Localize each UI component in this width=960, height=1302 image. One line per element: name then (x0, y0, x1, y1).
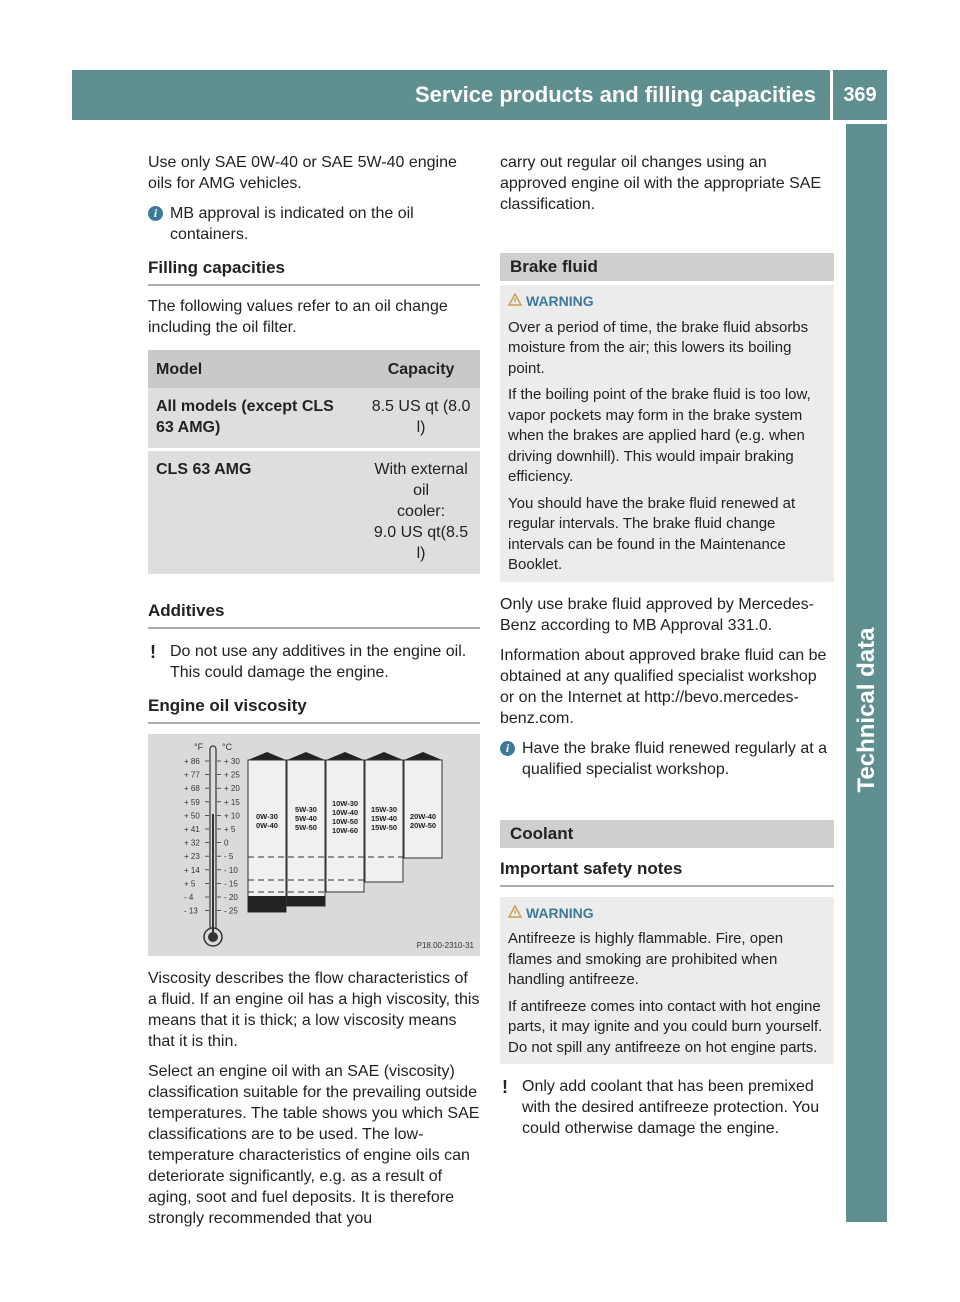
grade-label: 5W-40 (295, 814, 317, 823)
grade-bar (248, 760, 286, 912)
brake-warning-box (500, 285, 834, 582)
celsius-tick-label: + 15 (224, 797, 240, 807)
table-cell-model: All models (except CLS 63 AMG) (148, 388, 362, 450)
grade-label: 20W-40 (409, 812, 437, 821)
brake-paragraph: Only use brake fluid approved by Mercedes-Benz according to MB Approval 331.0. (500, 595, 814, 634)
capacity-table (148, 350, 480, 574)
viscosity-paragraph: Select an engine oil with an SAE (viscosity) classification suitable for the prevailing outside temperatures. The table shows you which SAE classifications are to be used. The low-temperature characteristics of engine oils can deteriorate significantly, e.g. as a result of aging, soot and fuel deposits. It is therefore strongly recommended that you (148, 1063, 480, 1227)
grade-label: 20W-50 (409, 821, 437, 830)
additives-caution (148, 641, 480, 683)
fahrenheit-tick-label: + 23 (184, 852, 200, 862)
info-icon: i (500, 741, 515, 756)
viscosity-chart (148, 734, 480, 956)
grade-bar-low-temp-fill (287, 896, 325, 906)
viscosity-chart-svg (148, 734, 480, 956)
caution-icon: ! (150, 642, 156, 662)
fahrenheit-tick-label: + 50 (184, 811, 200, 821)
right-column (500, 152, 834, 1149)
celsius-tick-label: + 30 (224, 757, 240, 766)
table-header-model: Model (148, 350, 362, 388)
grade-label: 0W-30 (256, 812, 278, 821)
warning-icon (508, 903, 526, 924)
fahrenheit-tick-label: + 32 (184, 838, 200, 848)
caution-text: Only add coolant that has been premixed with the desired antifreeze protection. You could otherwise damage the engine. (522, 1078, 820, 1137)
brake-fluid-heading: Brake fluid (500, 253, 834, 281)
celsius-tick-label: + 20 (224, 784, 240, 794)
filling-capacities-heading: Filling capacities (148, 257, 480, 286)
fahrenheit-tick-label: + 77 (184, 770, 200, 780)
page-number: 369 (833, 70, 887, 120)
celsius-tick-label: - 5 (224, 852, 234, 862)
celsius-tick-label: + 10 (224, 811, 240, 821)
grade-label: 10W-40 (331, 808, 359, 817)
info-note (148, 203, 480, 245)
chart-celsius-label: °C (222, 742, 233, 752)
celsius-tick-label: + 5 (224, 825, 236, 834)
celsius-tick-label: - 15 (224, 879, 238, 889)
celsius-tick-label: - 25 (224, 906, 238, 916)
brake-paragraph: Information about approved brake fluid can be obtained at any qualified specialist workshop or on the Internet at http://bevo.mercedes-benz.com. (500, 646, 827, 727)
grade-label: 0W-40 (256, 821, 278, 830)
fahrenheit-tick-label: - 13 (184, 906, 198, 916)
figure-code: P18.00-2310-31 (416, 941, 474, 950)
page-title: Service products and filling capacities (414, 82, 816, 107)
grade-arrow-head (365, 752, 403, 760)
table-header-row (148, 350, 480, 388)
side-tab-label: Technical data (852, 627, 880, 793)
warning-text: You should have the brake fluid renewed at regular intervals. The brake fluid change intervals can be found in the Maintenance Booklet. (508, 494, 796, 573)
info-note (500, 738, 834, 780)
fahrenheit-tick-label: - 4 (184, 893, 194, 902)
additives-heading: Additives (148, 600, 480, 629)
warning-text: If antifreeze comes into contact with hot engine parts, it may ignite and you could burn yourself. Do not spill any antifreeze on hot engine parts. (508, 997, 823, 1056)
info-icon: i (148, 206, 163, 221)
grade-label: 10W-50 (331, 817, 359, 826)
left-column (148, 152, 480, 1238)
table-cell-model: CLS 63 AMG (148, 450, 362, 575)
table-cell-capacity (362, 450, 480, 575)
grade-label: 5W-30 (295, 805, 317, 814)
info-text: MB approval is indicated on the oil containers. (170, 205, 414, 243)
thermometer-mercury (212, 814, 214, 934)
capacity-line: 9.0 US qt(8.5 l) (373, 524, 469, 562)
filling-intro: The following values refer to an oil change including the oil filter. (148, 298, 448, 336)
fahrenheit-tick-label: + 59 (184, 797, 200, 807)
celsius-tick-label: - 20 (224, 893, 238, 902)
warning-text: If the boiling point of the brake fluid is too low, vapor pockets may form in the brake system when the brakes are applied hard (e.g. when driving downhill). This would impair braking efficiency. (508, 386, 811, 485)
celsius-tick-label: 0 (224, 838, 229, 848)
page-header (72, 70, 830, 120)
side-tab-label-wrap (846, 580, 887, 840)
grade-label: 10W-30 (331, 799, 359, 808)
grade-arrow-head (248, 752, 286, 760)
amg-oil-note: Use only SAE 0W-40 or SAE 5W-40 engine oils for AMG vehicles. (148, 154, 457, 192)
celsius-tick-label: + 25 (224, 770, 240, 780)
viscosity-paragraph: Viscosity describes the flow characteristics of a fluid. If an engine oil has a high viscosity, this means that it is thick; a low viscosity means that it is thin. (148, 970, 480, 1050)
warning-icon (508, 291, 526, 312)
capacity-line: cooler: (397, 503, 446, 520)
capacity-line: With external oil (374, 461, 468, 499)
fahrenheit-tick-label: + 41 (184, 825, 200, 834)
coolant-warning-box (500, 897, 834, 1065)
caution-text: Do not use any additives in the engine oil. This could damage the engine. (170, 643, 467, 681)
fahrenheit-tick-label: + 86 (184, 757, 200, 766)
grade-label: 5W-50 (295, 823, 317, 832)
warning-title (508, 903, 826, 924)
grade-label: 15W-50 (370, 823, 398, 832)
fahrenheit-tick-label: + 68 (184, 784, 200, 794)
caution-icon: ! (502, 1077, 508, 1097)
info-text: Have the brake fluid renewed regularly at a qualified specialist workshop. (522, 739, 828, 778)
warning-label: WARNING (526, 293, 594, 309)
warning-text: Antifreeze is highly flammable. Fire, open flames and smoking are prohibited when handling antifreeze. (508, 930, 784, 988)
grade-arrow-head (287, 752, 325, 760)
grade-label: 15W-30 (370, 805, 398, 814)
grade-label: 10W-60 (331, 826, 359, 835)
grade-bar-low-temp-fill (248, 896, 286, 912)
grade-arrow-head (326, 752, 364, 760)
table-cell-capacity: 8.5 US qt (8.0 l) (362, 388, 480, 450)
grade-bar (287, 760, 325, 906)
coolant-caution (500, 1076, 834, 1139)
table-row (148, 388, 480, 450)
grade-arrow-head (404, 752, 442, 760)
coolant-heading: Coolant (500, 820, 834, 848)
oil-change-continuation: carry out regular oil changes using an approved engine oil with the appropriate SAE classification. (500, 154, 822, 213)
celsius-tick-label: - 10 (224, 865, 238, 875)
side-tab-end (846, 1180, 887, 1222)
grade-label: 15W-40 (370, 814, 398, 823)
safety-notes-heading: Important safety notes (500, 858, 834, 887)
warning-label: WARNING (526, 904, 594, 921)
warning-text: Over a period of time, the brake fluid absorbs moisture from the air; this lowers its boiling point. (508, 318, 809, 377)
chart-fahrenheit-label: °F (194, 742, 204, 752)
warning-title (508, 291, 826, 312)
table-row (148, 450, 480, 575)
grade-bar (404, 760, 442, 858)
fahrenheit-tick-label: + 5 (184, 879, 196, 889)
table-header-capacity: Capacity (362, 350, 480, 388)
fahrenheit-tick-label: + 14 (184, 865, 200, 875)
viscosity-heading: Engine oil viscosity (148, 695, 480, 724)
